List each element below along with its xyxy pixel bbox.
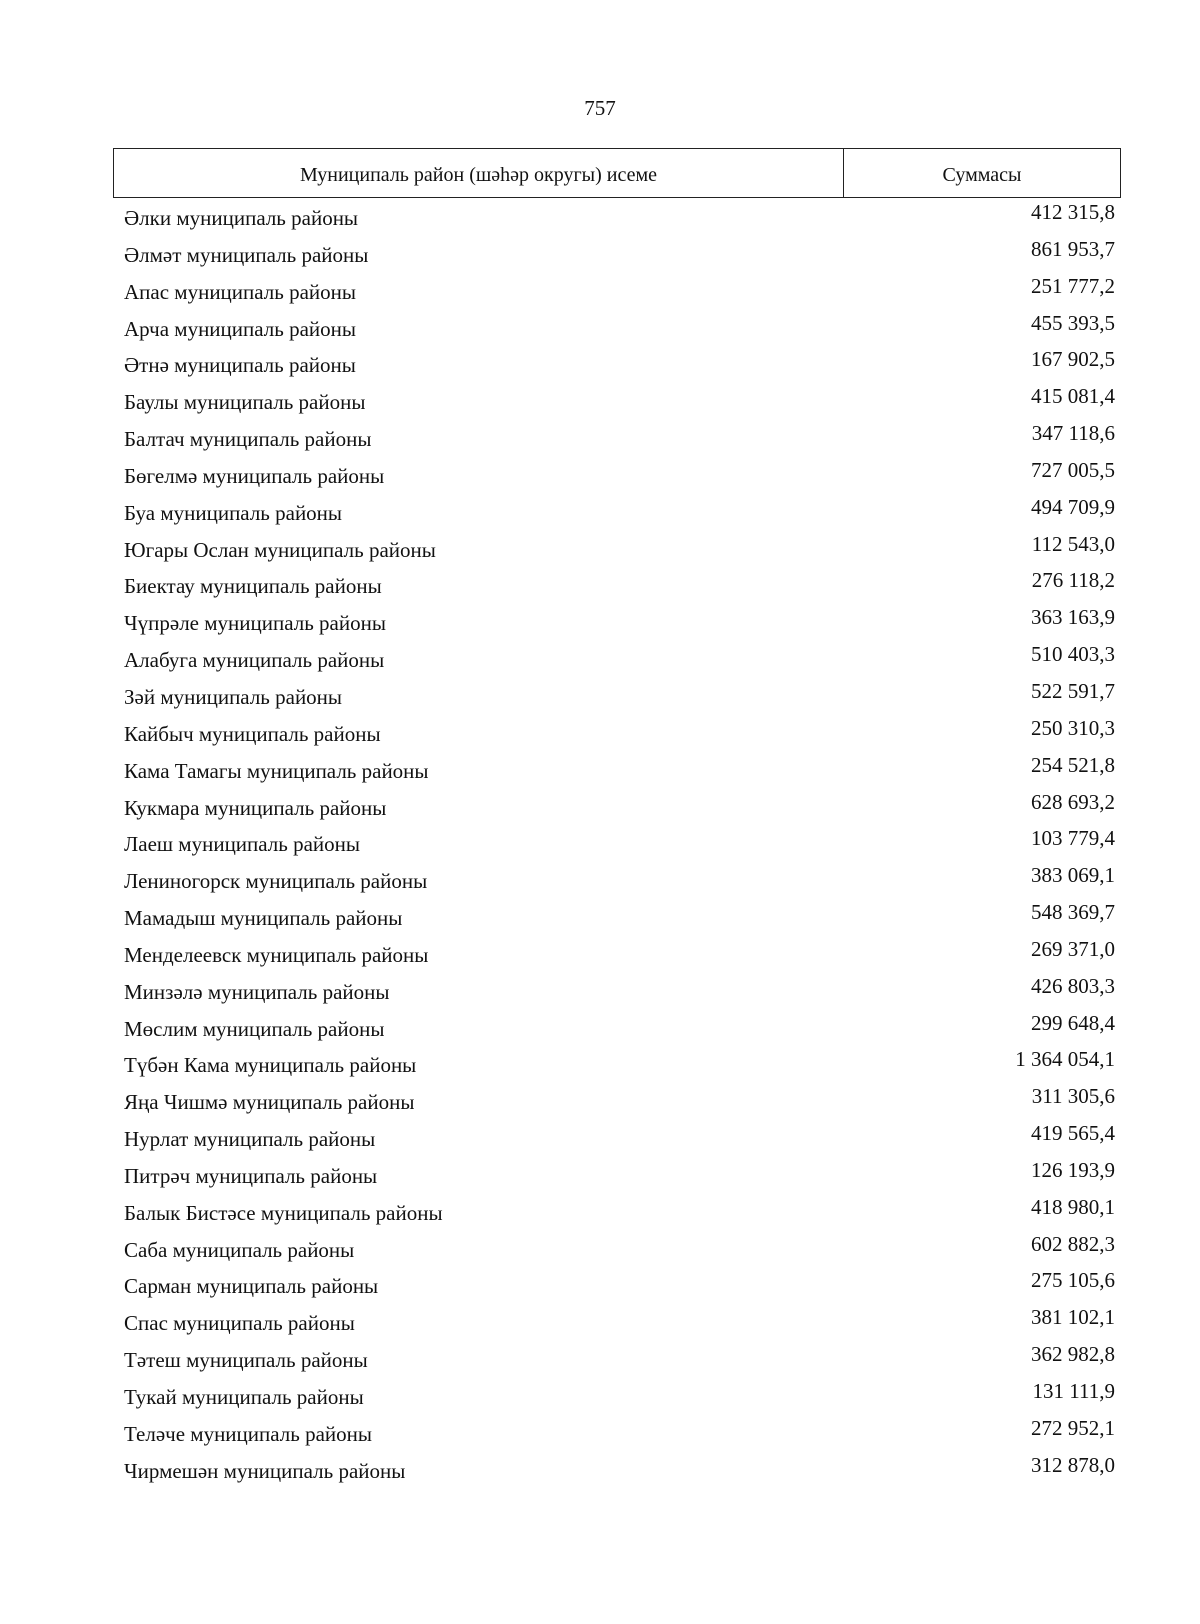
- district-amount: 275 105,6: [1031, 1268, 1115, 1293]
- district-amount: 347 118,6: [1031, 421, 1115, 446]
- district-amount: 381 102,1: [1031, 1305, 1115, 1330]
- table-row: [0, 604, 1200, 641]
- district-name: Әтнә муниципаль районы: [124, 353, 356, 378]
- table-row: [0, 1452, 1200, 1489]
- district-amount: 412 315,8: [1031, 200, 1115, 224]
- table-row: [0, 752, 1200, 789]
- header-amount: Суммасы: [942, 163, 1022, 186]
- district-name: Мөслим муниципаль районы: [124, 1016, 385, 1041]
- district-amount: 861 953,7: [1031, 236, 1115, 261]
- table-row: [0, 641, 1200, 678]
- district-name: Тукай муниципаль районы: [124, 1385, 364, 1409]
- table-row: [0, 1157, 1200, 1194]
- table-body: [0, 199, 1200, 1489]
- district-name: Кукмара муниципаль районы: [124, 795, 387, 820]
- district-amount: 254 521,8: [1031, 752, 1115, 777]
- district-amount: 415 081,4: [1031, 384, 1115, 409]
- district-amount: 363 163,9: [1031, 605, 1115, 630]
- district-amount: 250 310,3: [1031, 715, 1115, 740]
- district-amount: 1 364 054,1: [1015, 1047, 1115, 1072]
- table-row: [0, 715, 1200, 752]
- district-amount: 299 648,4: [1031, 1010, 1115, 1035]
- district-name: Бөгелмә муниципаль районы: [124, 463, 385, 488]
- table-row: [0, 1046, 1200, 1083]
- district-name: Балык Бистәсе муниципаль районы: [124, 1200, 443, 1225]
- table-row: [0, 678, 1200, 715]
- district-amount: 103 779,4: [1031, 826, 1115, 851]
- district-name: Балтач муниципаль районы: [124, 427, 372, 452]
- table-row: [0, 973, 1200, 1010]
- table-row: [0, 1267, 1200, 1304]
- district-amount: 311 305,6: [1031, 1084, 1115, 1109]
- district-amount: 494 709,9: [1031, 494, 1115, 519]
- table-row: [0, 199, 1200, 236]
- table-row: [0, 936, 1200, 973]
- district-amount: 628 693,2: [1031, 789, 1115, 814]
- district-name: Чирмешән муниципаль районы: [124, 1458, 406, 1483]
- table-row: [0, 236, 1200, 273]
- district-name: Тәтеш муниципаль районы: [124, 1348, 368, 1373]
- page-number: 757: [584, 96, 616, 120]
- district-name: Апас муниципаль районы: [124, 279, 356, 304]
- district-name: Кама Тамагы муниципаль районы: [124, 758, 429, 783]
- district-amount: 362 982,8: [1031, 1342, 1115, 1367]
- table-row: [0, 310, 1200, 347]
- table-row: [0, 383, 1200, 420]
- district-name: Югары Ослан муниципаль районы: [124, 537, 436, 562]
- district-amount: 510 403,3: [1031, 642, 1115, 667]
- district-name: Түбән Кама муниципаль районы: [124, 1053, 417, 1078]
- district-amount: 426 803,3: [1031, 973, 1115, 998]
- table-row: [0, 1378, 1200, 1415]
- district-name: Алабуга муниципаль районы: [124, 648, 385, 673]
- district-amount: 167 902,5: [1031, 347, 1115, 372]
- district-amount: 269 371,0: [1031, 936, 1115, 961]
- district-amount: 126 193,9: [1031, 1157, 1115, 1182]
- table-row: [0, 789, 1200, 826]
- district-name: Зәй муниципаль районы: [124, 684, 343, 709]
- district-name: Кайбыч муниципаль районы: [124, 721, 381, 746]
- district-amount: 418 980,1: [1031, 1194, 1115, 1219]
- table-row: [0, 862, 1200, 899]
- table-row: [0, 567, 1200, 604]
- district-amount: 727 005,5: [1031, 457, 1115, 482]
- table-row: [0, 825, 1200, 862]
- district-amount: 272 952,1: [1031, 1415, 1115, 1440]
- table-row: [0, 1415, 1200, 1452]
- table-row: [0, 1194, 1200, 1231]
- table-row: [0, 457, 1200, 494]
- district-amount: 602 882,3: [1031, 1231, 1115, 1256]
- table-row: [0, 1341, 1200, 1378]
- table-row: [0, 1010, 1200, 1047]
- district-name: Яңа Чишмә муниципаль районы: [124, 1090, 415, 1115]
- table-row: [0, 346, 1200, 383]
- district-name: Әлки муниципаль районы: [124, 206, 359, 230]
- district-name: Арча муниципаль районы: [124, 316, 356, 341]
- district-amount: 312 878,0: [1031, 1452, 1115, 1477]
- district-amount: 383 069,1: [1031, 863, 1115, 888]
- district-name: Нурлат муниципаль районы: [124, 1127, 376, 1152]
- district-amount: 251 777,2: [1031, 273, 1115, 298]
- district-name: Әлмәт муниципаль районы: [124, 242, 369, 267]
- table-row: [0, 1304, 1200, 1341]
- district-name: Теләче муниципаль районы: [124, 1421, 372, 1446]
- district-name: Питрәч муниципаль районы: [124, 1163, 378, 1188]
- table-row: [0, 899, 1200, 936]
- district-amount: 455 393,5: [1031, 310, 1115, 335]
- district-amount: 112 543,0: [1031, 531, 1115, 556]
- table-row: [0, 1231, 1200, 1268]
- district-name: Лениногорск муниципаль районы: [124, 869, 428, 894]
- header-municipal-district-name: Муниципаль район (шәһәр округы) исеме: [114, 149, 844, 197]
- district-amount: 131 111,9: [1032, 1379, 1115, 1403]
- district-name: Минзәлә муниципаль районы: [124, 979, 390, 1004]
- district-name: Чүпрәле муниципаль районы: [124, 611, 386, 636]
- district-name: Биектау муниципаль районы: [124, 574, 382, 599]
- district-name: Буа муниципаль районы: [124, 500, 343, 525]
- district-name: Лаеш муниципаль районы: [124, 832, 361, 857]
- table-row: [0, 1120, 1200, 1157]
- district-amount: 276 118,2: [1031, 568, 1115, 593]
- table-row: [0, 494, 1200, 531]
- table-header: [113, 148, 1121, 198]
- table-row: [0, 531, 1200, 568]
- table-row: [0, 1083, 1200, 1120]
- district-name: Мамадыш муниципаль районы: [124, 906, 403, 931]
- district-name: Саба муниципаль районы: [124, 1237, 355, 1262]
- district-name: Сарман муниципаль районы: [124, 1274, 379, 1299]
- district-name: Менделеевск муниципаль районы: [124, 942, 429, 967]
- table-row: [0, 420, 1200, 457]
- district-amount: 419 565,4: [1031, 1121, 1115, 1146]
- district-amount: 522 591,7: [1031, 678, 1115, 703]
- district-name: Спас муниципаль районы: [124, 1311, 355, 1336]
- district-amount: 548 369,7: [1031, 900, 1115, 925]
- table-row: [0, 273, 1200, 310]
- district-name: Баулы муниципаль районы: [124, 390, 366, 415]
